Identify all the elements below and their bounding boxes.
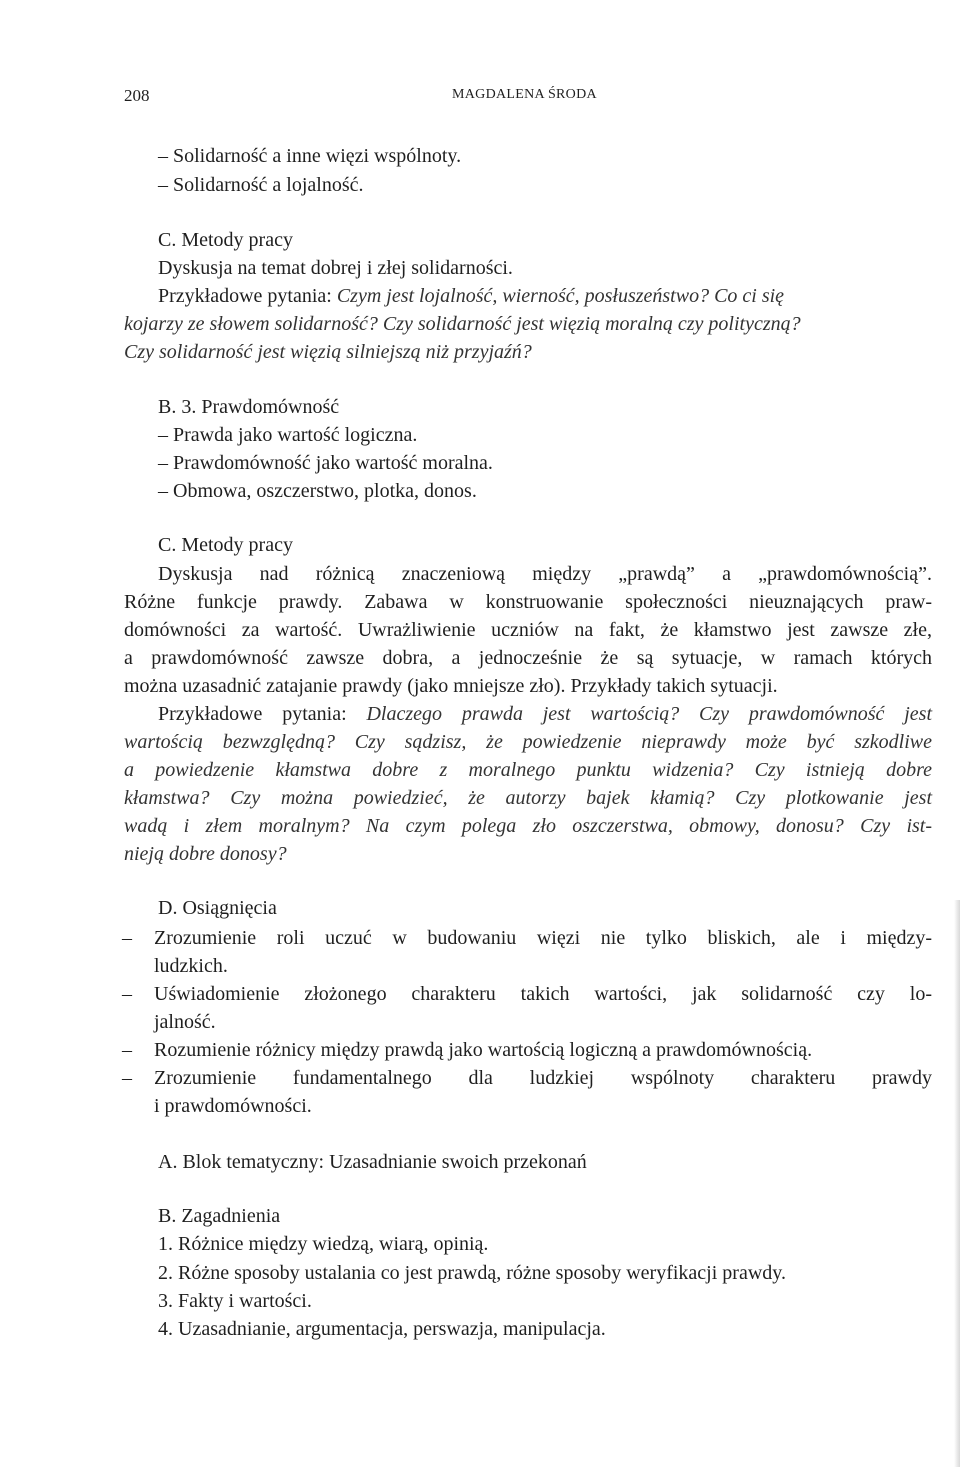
section-heading: B. Zagadnienia [158, 1205, 281, 1227]
paragraph-line: Dyskusja na temat dobrej i złej solidarności. [158, 257, 513, 279]
achievement-line: Zrozumienie fundamentalnego dla ludzkiej wspólnoty charakteru prawdy [154, 1067, 932, 1089]
paragraph-line: można uzasadnić zatajanie prawdy (jako mniejsze zło). Przykłady takich sytuacji. [124, 675, 778, 697]
achievement-line: ludzkich. [154, 955, 228, 977]
question-line: kłamstwa? Czy można powiedzieć, że autorzy bajek kłamią? Czy plotkowanie jest [124, 787, 932, 809]
list-item: 3. Fakty i wartości. [158, 1290, 312, 1312]
list-item: 1. Różnice między wiedzą, wiarą, opinią. [158, 1233, 489, 1255]
paragraph-line: Dyskusja nad różnicą znaczeniową między „prawdą” a „prawdomównością”. [158, 563, 932, 585]
questions-label: Przykładowe pytania: [158, 285, 337, 307]
paragraph-line [158, 701, 932, 727]
list-item: – Solidarność a lojalność. [158, 174, 364, 196]
question-text: Dlaczego prawda jest wartością? Czy prawdomówność jest [366, 703, 933, 725]
bullet-dash: – [122, 983, 132, 1005]
section-heading: D. Osiągnięcia [158, 897, 277, 919]
achievement-line: i prawdomówności. [154, 1095, 312, 1117]
achievement-line: jalność. [154, 1011, 216, 1033]
page-edge-shadow [954, 900, 960, 1467]
question-text: Czym jest lojalność, wierność, posłuszeństwo? Co ci się [336, 285, 785, 307]
section-heading: C. Metody pracy [158, 229, 293, 251]
section-heading: B. 3. Prawdomówność [158, 396, 340, 418]
list-item: – Solidarność a inne więzi wspólnoty. [158, 145, 462, 167]
question-line: a powiedzenie kłamstwa dobre z moralnego punktu widzenia? Czy istnieją dobre [124, 759, 932, 781]
paragraph-line: Różne funkcje prawdy. Zabawa w konstruowanie społeczności nieuznających praw- [124, 591, 932, 613]
bullet-dash: – [122, 1067, 132, 1089]
list-item: 4. Uzasadnianie, argumentacja, perswazja, manipulacja. [158, 1318, 606, 1340]
list-item: – Prawda jako wartość logiczna. [158, 424, 418, 446]
bullet-dash: – [122, 927, 132, 949]
bullet-dash: – [122, 1039, 132, 1061]
question-line: Czy solidarność jest więzią silniejszą niż przyjaźń? [124, 341, 532, 363]
paragraph-line: a prawdomówność zawsze dobra, a jednocześnie że są sytuacje, w ramach których [124, 647, 932, 669]
question-line: kojarzy ze słowem solidarność? Czy solidarność jest więzią moralną czy polityczną? [124, 313, 801, 335]
question-line: nieją dobre donosy? [124, 843, 287, 865]
paragraph-line: domówności za wartość. Uwrażliwienie uczniów na fakt, że kłamstwo jest zawsze złe, [124, 619, 932, 641]
list-item: – Prawdomówność jako wartość moralna. [158, 452, 493, 474]
achievement-line: Rozumienie różnicy między prawdą jako wartością logiczną a prawdomównością. [154, 1039, 813, 1061]
list-item: – Obmowa, oszczerstwo, plotka, donos. [158, 480, 477, 502]
paragraph-line [158, 283, 932, 309]
question-line: wartością bezwzględną? Czy sądzisz, że powiedzenie nieprawdy może być szkodliwe [124, 731, 932, 753]
list-item: 2. Różne sposoby ustalania co jest prawdą, różne sposoby weryfikacji prawdy. [158, 1262, 786, 1284]
question-line: wadą i złem moralnym? Na czym polega zło oszczerstwa, obmowy, donosu? Czy ist- [124, 815, 932, 837]
page-number: 208 [124, 86, 150, 105]
section-heading: A. Blok tematyczny: Uzasadnianie swoich przekonań [158, 1151, 587, 1173]
running-head: MAGDALENA ŚRODA [452, 87, 597, 102]
achievement-line: Uświadomienie złożonego charakteru takich wartości, jak solidarność czy lo- [154, 983, 932, 1005]
achievement-line: Zrozumienie roli uczuć w budowaniu więzi nie tylko bliskich, ale i między- [154, 927, 932, 949]
section-heading: C. Metody pracy [158, 534, 293, 556]
questions-label: Przykładowe pytania: [158, 703, 367, 725]
page-header [124, 86, 624, 108]
